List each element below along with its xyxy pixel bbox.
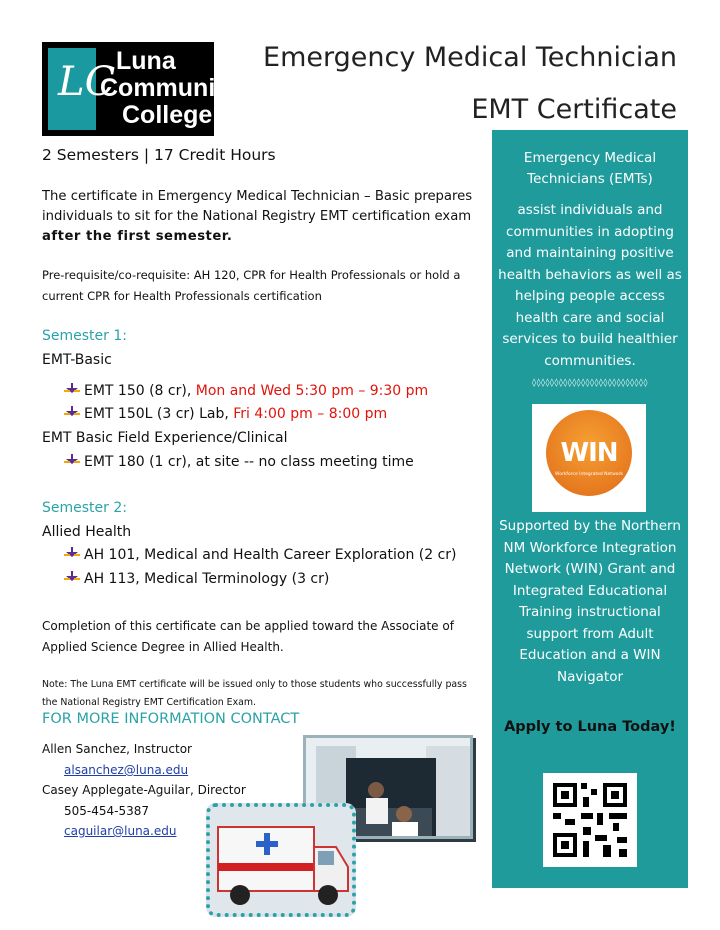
logo-line-3: College bbox=[122, 101, 213, 129]
win-logo-subtext: Workforce Integrated Network bbox=[555, 472, 623, 477]
list-item bbox=[64, 383, 428, 399]
page-title: Emergency Medical Technician bbox=[263, 42, 677, 73]
sidebar-emt-description: assist individuals and communities in adopting and maintaining positive health behaviors as well as helping people access health care and social services to build healthier communities. bbox=[498, 202, 682, 369]
logo-line-1: Luna bbox=[116, 47, 176, 75]
sidebar-emt-heading: Emergency Medical Technicians (EMTs) bbox=[523, 150, 657, 187]
sidebar-panel bbox=[492, 130, 688, 888]
college-logo bbox=[42, 42, 238, 136]
bullet-arrow-icon bbox=[64, 571, 80, 585]
prerequisite-paragraph: Pre-requisite/co-requisite: AH 120, CPR for Health Professionals or hold a current CPR for Health Professionals certification bbox=[42, 268, 461, 303]
course-text: EMT 150 (8 cr), bbox=[84, 383, 196, 399]
win-logo-text: WIN bbox=[560, 438, 618, 468]
semester-2-heading: Semester 2: bbox=[42, 500, 127, 516]
logo-mark: LC bbox=[58, 59, 116, 105]
contact-person-1: Allen Sanchez, Instructor bbox=[42, 742, 192, 756]
win-logo bbox=[532, 404, 646, 512]
qr-code-icon[interactable] bbox=[543, 773, 637, 867]
apply-call-to-action: Apply to Luna Today! bbox=[504, 719, 676, 735]
semester-1-heading: Semester 1: bbox=[42, 328, 127, 344]
semester-1-group-emt-basic: EMT-Basic bbox=[42, 352, 112, 368]
logo-wordmark bbox=[100, 48, 238, 129]
ambulance-photo bbox=[206, 803, 356, 917]
course-text: EMT 180 (1 cr), at site -- no class meeting time bbox=[84, 454, 414, 470]
intro-emphasis: after the first semester. bbox=[42, 229, 233, 244]
sidebar-divider: ◊◊◊◊◊◊◊◊◊◊◊◊◊◊◊◊◊◊◊◊◊◊◊◊◊◊ bbox=[532, 378, 648, 387]
contact-person-2: Casey Applegate-Aguilar, Director bbox=[42, 783, 246, 797]
contact-phone: 505-454-5387 bbox=[64, 804, 150, 818]
ambulance-illustration bbox=[210, 807, 352, 913]
contact-heading: FOR MORE INFORMATION CONTACT bbox=[42, 711, 300, 727]
bullet-arrow-icon bbox=[64, 547, 80, 561]
page-subtitle: EMT Certificate bbox=[471, 94, 677, 125]
bullet-arrow-icon bbox=[64, 383, 80, 397]
course-text: AH 113, Medical Terminology (3 cr) bbox=[84, 571, 330, 587]
list-item bbox=[64, 454, 414, 470]
course-schedule: Mon and Wed 5:30 pm – 9:30 pm bbox=[195, 383, 429, 399]
bullet-arrow-icon bbox=[64, 406, 80, 420]
bullet-arrow-icon bbox=[64, 454, 80, 468]
semester-1-group-clinical: EMT Basic Field Experience/Clinical bbox=[42, 430, 288, 446]
email-link-1[interactable]: alsanchez@luna.edu bbox=[64, 763, 189, 777]
logo-line-2: Community bbox=[100, 74, 238, 102]
qr-code-graphic bbox=[543, 773, 637, 867]
certification-note: Note: The Luna EMT certificate will be issued only to those students who successfully pass the National Registry EMT Certification Exam. bbox=[42, 679, 467, 708]
course-schedule: Fri 4:00 pm – 8:00 pm bbox=[233, 406, 388, 422]
completion-paragraph: Completion of this certificate can be applied toward the Associate of Applied Science Degree in Allied Health. bbox=[42, 619, 454, 654]
list-item bbox=[64, 547, 457, 563]
win-logo-circle bbox=[546, 410, 632, 496]
list-item bbox=[64, 406, 387, 422]
intro-paragraph bbox=[42, 187, 482, 247]
sidebar-support-text: Supported by the Northern NM Workforce Integration Network (WIN) Grant and Integrated Educational Training instructional support from Adult Education and a WIN Navigator bbox=[499, 518, 681, 685]
course-text: AH 101, Medical and Health Career Exploration (2 cr) bbox=[84, 547, 457, 563]
semester-hours-summary: 2 Semesters | 17 Credit Hours bbox=[42, 146, 276, 164]
intro-text: The certificate in Emergency Medical Technician – Basic prepares individuals to sit for the National Registry EMT certification exam bbox=[42, 189, 473, 224]
course-text: EMT 150L (3 cr) Lab, bbox=[84, 406, 234, 422]
list-item bbox=[64, 571, 329, 587]
logo-mark-box bbox=[48, 48, 116, 130]
email-link-2[interactable]: caguilar@luna.edu bbox=[64, 824, 177, 838]
semester-2-group-allied-health: Allied Health bbox=[42, 524, 132, 540]
